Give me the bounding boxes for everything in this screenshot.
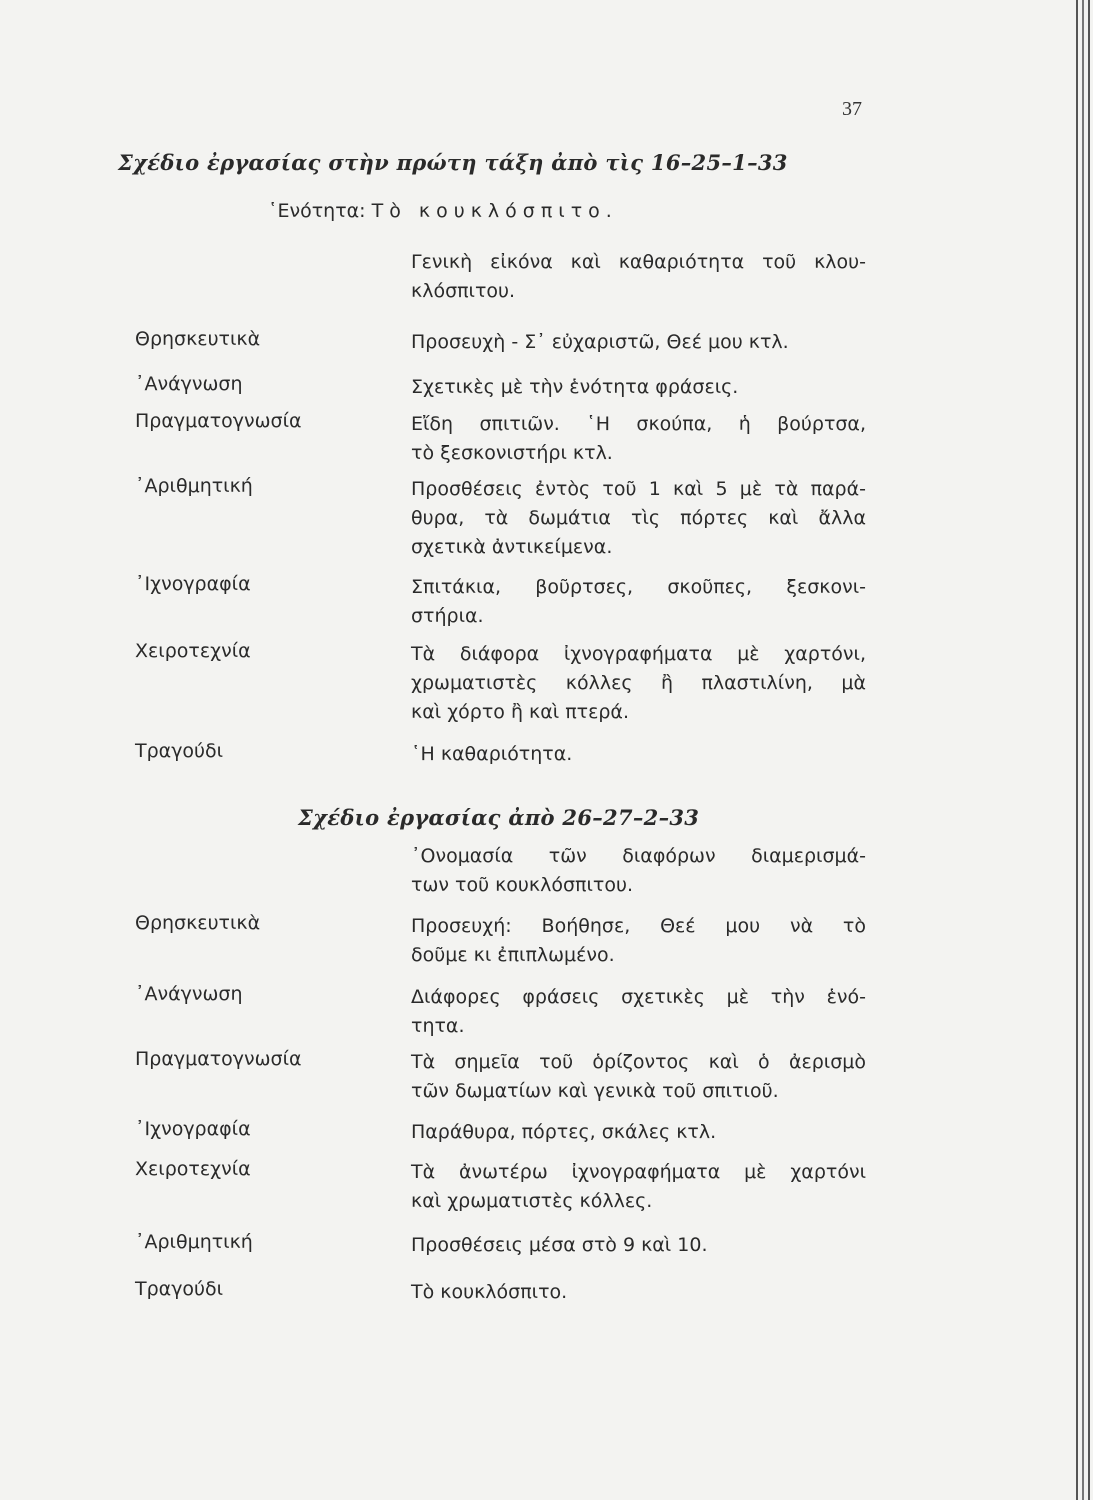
section2-title: Σχέδιο ἐργασίας ἀπὸ 26–27–2–33: [298, 805, 700, 830]
description-line: Τὰ σημεῖα τοῦ ὁρίζοντος καὶ ὁ ἀερισμὸ: [411, 1051, 866, 1073]
subject-label: ᾽Ανάγνωση: [135, 983, 243, 1005]
subject-description: [411, 983, 866, 1041]
description-line: τὸ ξεσκονιστήρι κτλ.: [411, 442, 613, 464]
subject-label: Τραγούδι: [135, 740, 224, 762]
description-line: καὶ χρωματιστὲς κόλλες.: [411, 1190, 653, 1212]
description-line: δοῦμε κι ἐπιπλωμένο.: [411, 944, 615, 966]
subject-description: [411, 573, 866, 631]
description-line: Διάφορες φράσεις σχετικὲς μὲ τὴν ἑνό-: [411, 986, 866, 1008]
subject-label: Θρησκευτικὰ: [135, 328, 261, 350]
subject-description: [411, 740, 866, 769]
subject-description: [411, 640, 866, 727]
page-number: 37: [842, 98, 862, 120]
description-line: χρωματιστὲς κόλλες ἢ πλαστιλίνη, μὰ: [411, 672, 866, 694]
description-line: ᾽Ονομασία τῶν διαφόρων διαμερισμά-: [411, 845, 866, 867]
unit-label: ῾Ενότητα:: [268, 200, 372, 222]
subject-description: [411, 475, 866, 562]
description-line: καὶ χόρτο ἢ καὶ πτερά.: [411, 701, 629, 723]
subject-description: [411, 248, 866, 306]
subject-label: ᾽Ιχνογραφία: [135, 573, 251, 595]
subject-description: [411, 1231, 866, 1260]
description-line: Γενικὴ εἰκόνα καὶ καθαριότητα τοῦ κλου-: [411, 251, 866, 273]
subject-label: ᾽Ιχνογραφία: [135, 1118, 251, 1140]
description-line: Σχετικὲς μὲ τὴν ἑνότητα φράσεις.: [411, 376, 739, 398]
subject-label: Τραγούδι: [135, 1278, 224, 1300]
subject-label: Πραγματογνωσία: [135, 410, 302, 432]
description-line: Προσευχή: Βοήθησε, Θεέ μου νὰ τὸ: [411, 915, 866, 937]
description-line: Προσευχὴ - Σ᾽ εὐχαριστῶ, Θεέ μου κτλ.: [411, 331, 789, 353]
subject-description: [411, 1278, 866, 1307]
description-line: σχετικὰ ἀντικείμενα.: [411, 536, 613, 558]
description-line: Εἴδη σπιτιῶν. ῾Η σκούπα, ἡ βούρτσα,: [411, 413, 866, 435]
description-line: των τοῦ κουκλόσπιτου.: [411, 874, 633, 896]
section1-title: Σχέδιο ἐργασίας στὴν πρώτη τάξη ἀπὸ τὶς 16–25–1–33: [118, 150, 788, 175]
description-line: στήρια.: [411, 605, 484, 627]
unit-value: Τὸ κουκλόσπιτο.: [371, 200, 618, 222]
subject-label: ᾽Αριθμητική: [135, 1231, 253, 1253]
subject-description: [411, 328, 866, 357]
subject-label: Χειροτεχνία: [135, 640, 251, 662]
book-edge: [1088, 0, 1090, 1500]
description-line: θυρα, τὰ δωμάτια τὶς πόρτες καὶ ἄλλα: [411, 507, 866, 529]
description-line: Σπιτάκια, βοῦρτσες, σκοῦπες, ξεσκονι-: [411, 576, 866, 598]
subject-description: [411, 373, 866, 402]
description-line: τητα.: [411, 1015, 465, 1037]
subject-description: [411, 842, 866, 900]
description-line: Τὰ διάφορα ἰχνογραφήματα μὲ χαρτόνι,: [411, 643, 866, 665]
subject-label: Θρησκευτικὰ: [135, 912, 261, 934]
description-line: ῾Η καθαριότητα.: [411, 743, 573, 765]
book-edge: [1082, 0, 1084, 1500]
subject-description: [411, 912, 866, 970]
subject-label: Χειροτεχνία: [135, 1158, 251, 1180]
subject-label: ᾽Ανάγνωση: [135, 373, 243, 395]
description-line: Τὰ ἀνωτέρω ἰχνογραφήματα μὲ χαρτόνι: [411, 1161, 866, 1183]
description-line: τῶν δωματίων καὶ γενικὰ τοῦ σπιτιοῦ.: [411, 1080, 779, 1102]
book-edge: [1076, 0, 1078, 1500]
subject-description: [411, 1158, 866, 1216]
subject-label: Πραγματογνωσία: [135, 1048, 302, 1070]
description-line: κλόσπιτου.: [411, 280, 516, 302]
unit-heading: [268, 200, 618, 222]
subject-description: [411, 410, 866, 468]
subject-description: [411, 1048, 866, 1106]
description-line: Προσθέσεις ἐντὸς τοῦ 1 καὶ 5 μὲ τὰ παρά-: [411, 478, 866, 500]
description-line: Τὸ κουκλόσπιτο.: [411, 1281, 568, 1303]
subject-label: ᾽Αριθμητική: [135, 475, 253, 497]
subject-description: [411, 1118, 866, 1147]
description-line: Προσθέσεις μέσα στὸ 9 καὶ 10.: [411, 1234, 708, 1256]
description-line: Παράθυρα, πόρτες, σκάλες κτλ.: [411, 1121, 717, 1143]
